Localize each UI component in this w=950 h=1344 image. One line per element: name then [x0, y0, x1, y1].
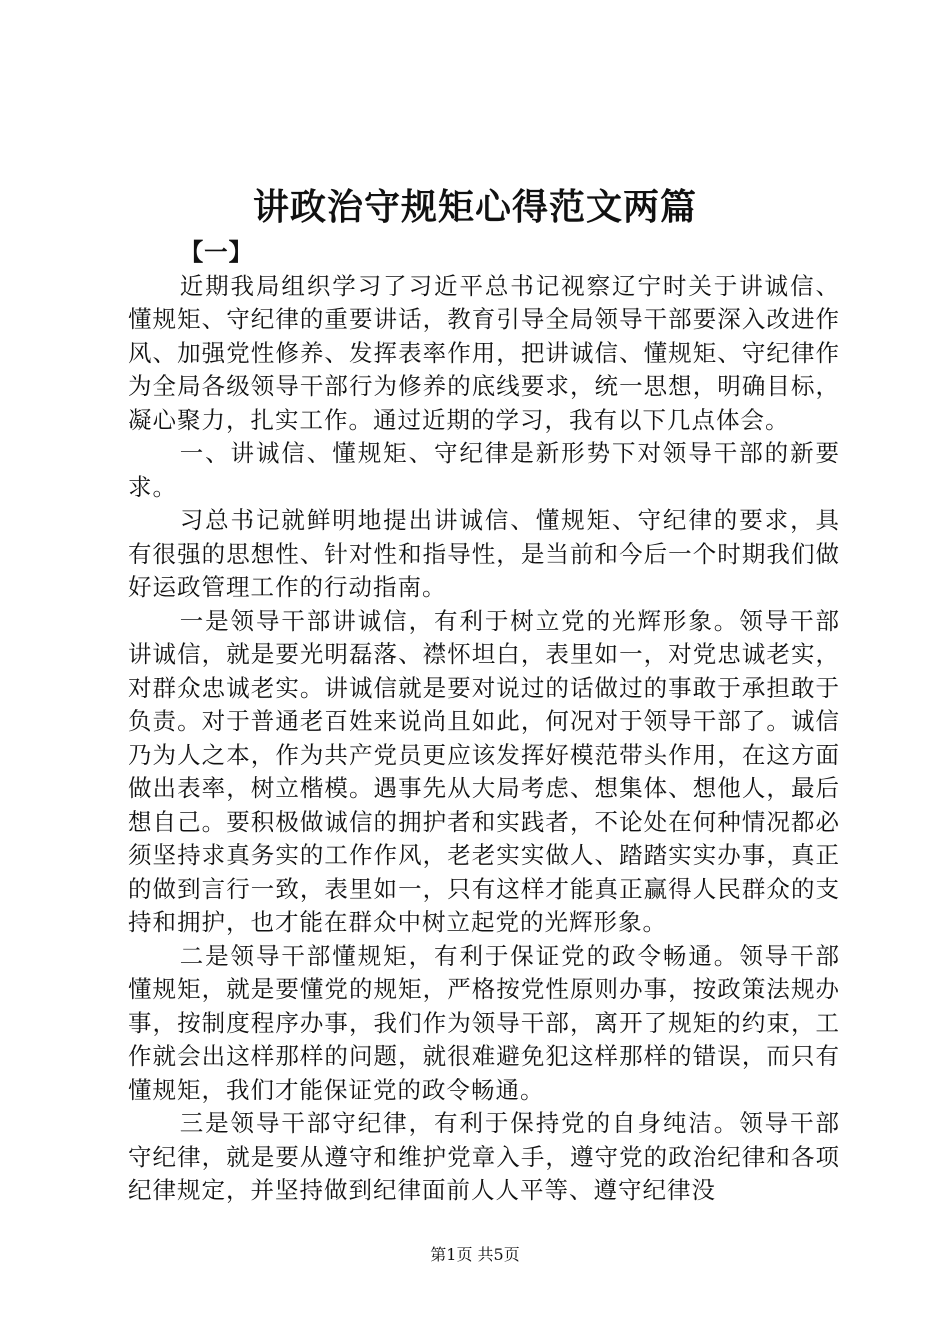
paragraph-intro: 近期我局组织学习了习近平总书记视察辽宁时关于讲诚信、懂规矩、守纪律的重要讲话，教育引导全局领导干部要深入改进作风、加强党性修养、发挥表率作用，把讲诚信、懂规矩、守纪律作为全局各级领导干部行为修养的底线要求，统一思想，明确目标，凝心聚力，扎实工作。通过近期的学习，我有以下几点体会。 — [128, 271, 840, 434]
paragraph-heading-1: 一、讲诚信、懂规矩、守纪律是新形势下对领导干部的新要求。 — [128, 439, 840, 501]
document-title: 讲政治守规矩心得范文两篇 — [252, 186, 697, 228]
paragraph-summary: 习总书记就鲜明地提出讲诚信、懂规矩、守纪律的要求，具有很强的思想性、针对性和指导性，是当前和今后一个时期我们做好运政管理工作的行动指南。 — [128, 506, 840, 601]
paragraph-integrity: 一是领导干部讲诚信，有利于树立党的光辉形象。领导干部讲诚信，就是要光明磊落、襟怀坦白，表里如一，对党忠诚老实，对群众忠诚老实。讲诚信就是要对说过的话做过的事敢于承担敢于负责。对于普通老百姓来说尚且如此，何况对于领导干部了。诚信乃为人之本，作为共产党员更应该发挥好模范带头作用，在这方面做出表率，树立楷模。遇事先从大局考虑、想集体、想他人，最后想自己。要积极做诚信的拥护者和实践者，不论处在何种情况都必须坚持求真务实的工作作风，老老实实做人、踏踏实实办事，真正的做到言行一致，表里如一，只有这样才能真正赢得人民群众的支持和拥护，也才能在群众中树立起党的光辉形象。 — [128, 606, 840, 936]
section-mark: 【一】 — [179, 238, 254, 266]
paragraph-rules: 二是领导干部懂规矩，有利于保证党的政令畅通。领导干部懂规矩，就是要懂党的规矩，严格按党性原则办事，按政策法规办事，按制度程序办事，我们作为领导干部，离开了规矩的约束，工作就会出这样那样的问题，就很难避免犯这样那样的错误，而只有懂规矩，我们才能保证党的政令畅通。 — [128, 941, 840, 1104]
document-body — [128, 236, 840, 1208]
page-footer: 第1页 共5页 — [430, 1245, 520, 1264]
paragraph-discipline: 三是领导干部守纪律，有利于保持党的自身纯洁。领导干部守纪律，就是要从遵守和维护党章入手，遵守党的政治纪律和各项纪律规定，并坚持做到纪律面前人人平等、遵守纪律没 — [128, 1109, 840, 1204]
